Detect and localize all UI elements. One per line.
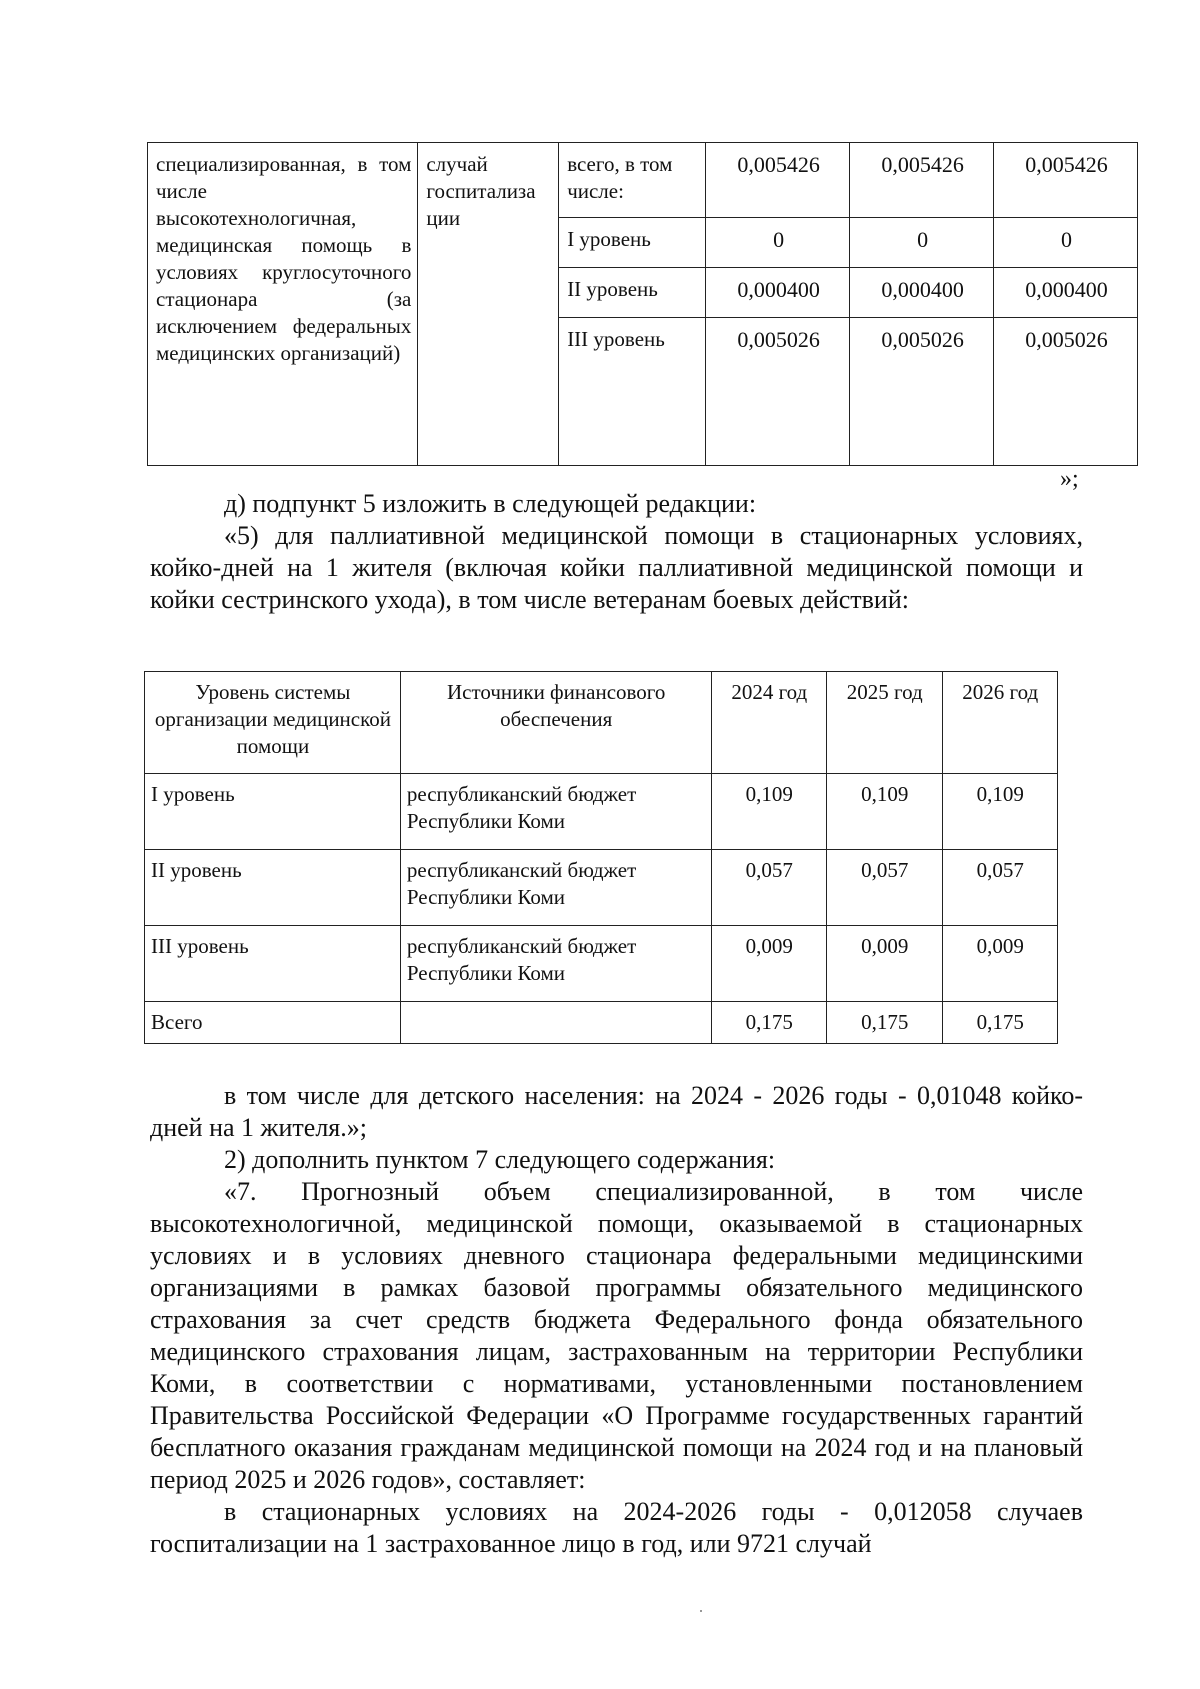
value-2024-cell: 0,000400: [706, 268, 850, 318]
value-2025-cell: 0,057: [827, 850, 942, 926]
value-2024-cell: 0,175: [711, 1002, 826, 1044]
value-2025-cell: 0,109: [827, 774, 942, 850]
table-row: [145, 774, 1058, 850]
value-2024-cell: 0,109: [711, 774, 826, 850]
level-cell: III уровень: [559, 318, 706, 466]
table-row: [145, 850, 1058, 926]
value-2026-cell: 0: [994, 218, 1138, 268]
value-2026-cell: 0,009: [942, 926, 1058, 1002]
level-cell: I уровень: [145, 774, 401, 850]
value-2026-cell: 0,000400: [994, 268, 1138, 318]
value-2025-cell: 0,000400: [850, 268, 994, 318]
paragraph-children: в том числе для детского населения: на 2024 - 2026 годы - 0,01048 койко-дней на 1 жителя.»;: [150, 1081, 1083, 1142]
value-2024-cell: 0,005026: [706, 318, 850, 466]
paragraph-last: в стационарных условиях на 2024-2026 годы - 0,012058 случаев госпитализации на 1 застрахованное лицо в год, или 9721 случай: [150, 1497, 1083, 1558]
paragraph-d: д) подпункт 5 изложить в следующей редакции:: [224, 489, 757, 518]
value-2026-cell: 0,005026: [994, 318, 1138, 466]
column-header: 2025 год: [827, 672, 942, 774]
value-2025-cell: 0: [850, 218, 994, 268]
level-cell: II уровень: [559, 268, 706, 318]
level-cell: I уровень: [559, 218, 706, 268]
column-header: Уровень системы организации медицинской помощи: [145, 672, 401, 774]
value-2025-cell: 0,175: [827, 1002, 942, 1044]
table-row: [148, 143, 1138, 218]
source-cell: республиканский бюджет Республики Коми: [400, 774, 711, 850]
level-cell: всего, в том числе:: [559, 143, 706, 218]
table-total-row: [145, 1002, 1058, 1044]
value-2024-cell: 0,005426: [706, 143, 850, 218]
paragraph-2: 2) дополнить пунктом 7 следующего содержания:: [224, 1145, 776, 1174]
value-2026-cell: 0,057: [942, 850, 1058, 926]
source-cell: [400, 1002, 711, 1044]
column-header: 2024 год: [711, 672, 826, 774]
care-category-cell: специализированная, в том числе высокотехнологичная, медицинская помощь в условиях круглосуточного стационара (за исключением федеральных медицинских организаций): [148, 143, 418, 466]
column-header: Источники финансового обеспечения: [400, 672, 711, 774]
value-2026-cell: 0,109: [942, 774, 1058, 850]
source-cell: республиканский бюджет Республики Коми: [400, 850, 711, 926]
value-2026-cell: 0,005426: [994, 143, 1138, 218]
column-header: 2026 год: [942, 672, 1058, 774]
level-cell: II уровень: [145, 850, 401, 926]
paragraph-5: «5) для паллиативной медицинской помощи в стационарных условиях, койко-дней на 1 жителя (включая койки паллиативной медицинской помощи и койки сестринского ухода), в том числе ветеранам боевых действий:: [150, 521, 1083, 614]
source-cell: республиканский бюджет Республики Коми: [400, 926, 711, 1002]
level-cell: III уровень: [145, 926, 401, 1002]
value-2025-cell: 0,009: [827, 926, 942, 1002]
palliative-care-table: [144, 671, 1058, 1044]
value-2026-cell: 0,175: [942, 1002, 1058, 1044]
paragraph-7: «7. Прогнозный объем специализированной, в том числе высокотехнологичной, медицинской помощи, оказываемой в стационарных условиях и в условиях дневного стационара федеральными медицинскими организациями в рамках базовой программы обязательного медицинского страхования за счет средств бюджета Федерального фонда обязательного медицинского страхования лицам, застрахованным на территории Республики Коми, в соответствии с нормативами, установленными постановлением Правительства Российской Федерации «О Программе государственных гарантий бесплатного оказания гражданам медицинской помощи на 2024 год и на плановый период 2025 и 2026 годов», составляет:: [150, 1177, 1083, 1494]
value-2024-cell: 0,057: [711, 850, 826, 926]
value-2024-cell: 0,009: [711, 926, 826, 1002]
table-header-row: [145, 672, 1058, 774]
value-2025-cell: 0,005026: [850, 318, 994, 466]
level-cell: Всего: [145, 1002, 401, 1044]
value-2024-cell: 0: [706, 218, 850, 268]
table-row: [145, 926, 1058, 1002]
scan-speck: [700, 1610, 702, 1612]
unit-cell: случай госпитализа ции: [418, 143, 559, 466]
closing-quote: »;: [1060, 466, 1079, 492]
hospitalization-table: [147, 142, 1138, 466]
value-2025-cell: 0,005426: [850, 143, 994, 218]
